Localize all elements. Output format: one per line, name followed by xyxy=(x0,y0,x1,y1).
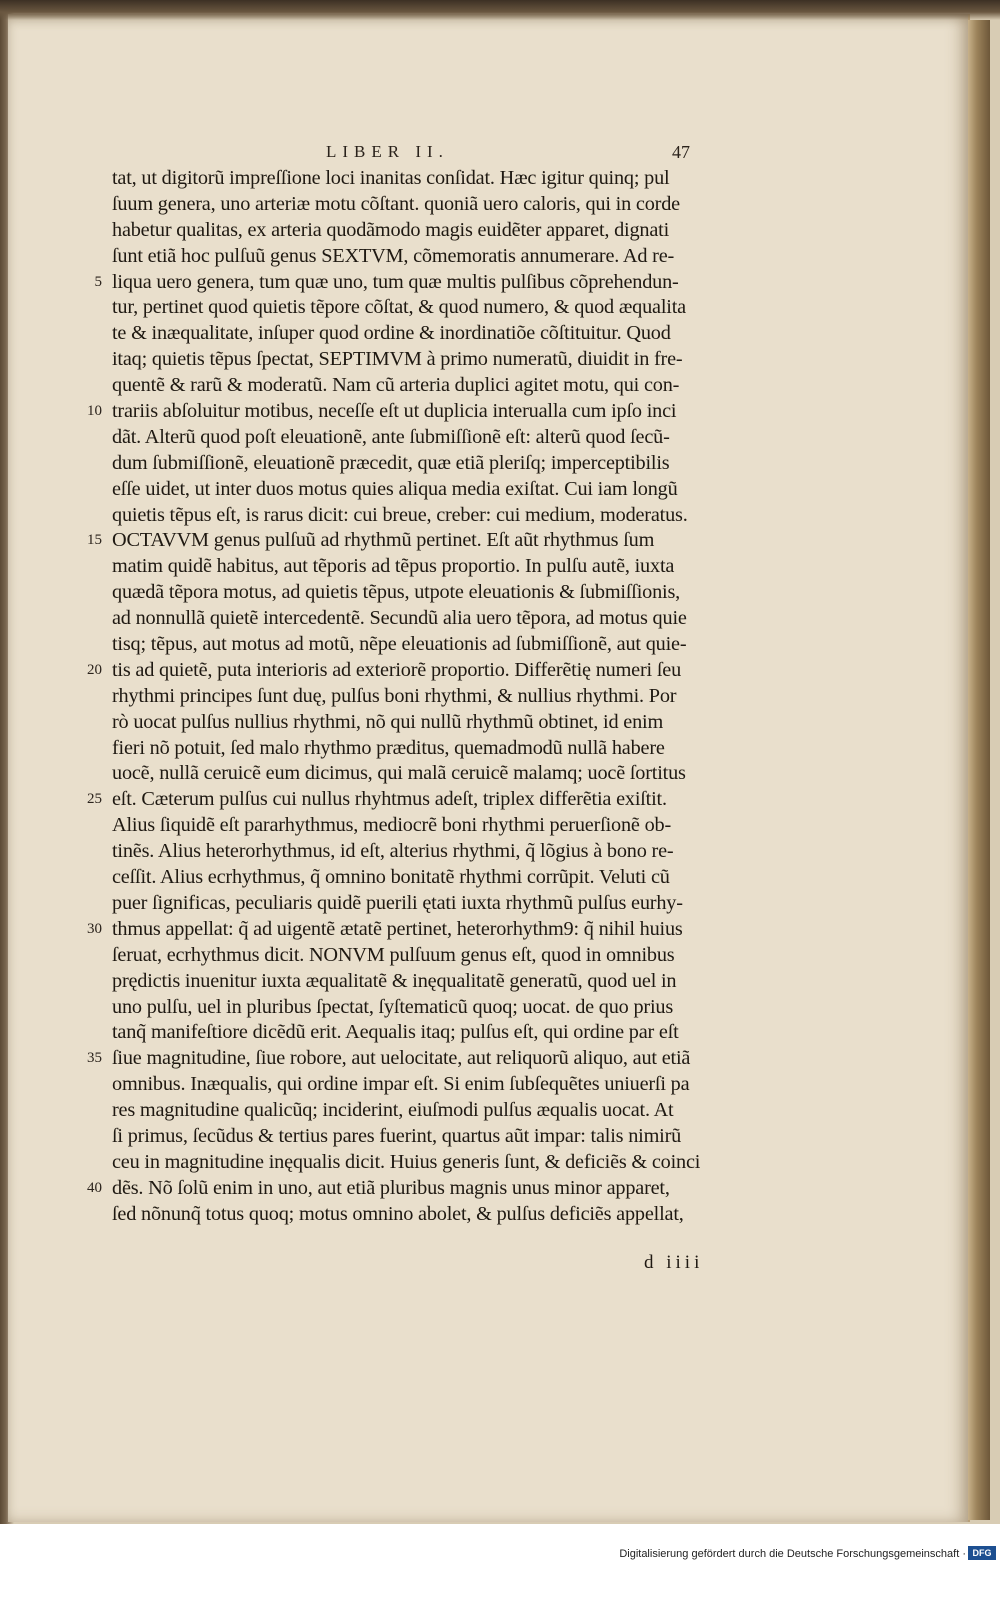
line-text: tanq̃ manifeſtiore dicẽdũ erit. Aequalis itaq; pulſus eſt, qui ordine par eſt xyxy=(112,1021,679,1044)
text-line xyxy=(8,917,968,943)
line-text: eſt. Cæterum pulſus cui nullus rhyhtmus adeſt, triplex differẽtia exiſtit. xyxy=(112,788,667,811)
line-text: tis ad quietẽ, puta interioris ad exteriorẽ proportio. Differẽtię numeri ſeu xyxy=(112,658,682,681)
signature-mark: d iiii xyxy=(644,1252,704,1273)
text-line xyxy=(8,477,968,503)
line-text: eſſe uidet, ut inter duos motus quies aliqua media exiſtat. Cui iam longũ xyxy=(112,477,678,500)
line-number: 15 xyxy=(87,532,102,549)
page-header xyxy=(8,138,968,168)
line-text: res magnitudine qualicũq; inciderint, eiuſmodi pulſus æqualis uocat. At xyxy=(112,1099,674,1122)
text-line xyxy=(8,503,968,529)
line-text: rò uocat pulſus nullius rhythmi, nõ qui nullũ rhythmũ obtinet, id enim xyxy=(112,710,664,733)
text-line xyxy=(8,1098,968,1124)
line-text: tisq; tẽpus, aut motus ad motũ, nẽpe eleuationis ad ſubmiſſionẽ, aut quie- xyxy=(112,633,687,656)
line-text: quædã tẽpora motus, ad quietis tẽpus, utpote eleuationis & ſubmiſſionis, xyxy=(112,581,681,604)
text-line xyxy=(8,1072,968,1098)
line-text: ſiue magnitudine, ſiue robore, aut uelocitate, aut reliquorũ aliquo, aut etiã xyxy=(112,1047,691,1070)
footer-credit: Digitalisierung gefördert durch die Deutsche Forschungsgemeinschaft · xyxy=(619,1548,966,1560)
folio-number: 47 xyxy=(672,142,690,162)
text-line xyxy=(8,295,968,321)
text-line xyxy=(8,1046,968,1072)
text-line xyxy=(8,1202,968,1228)
line-text: ſunt etiã hoc pulſuũ genus SEXTVM, cõmemoratis annumerare. Ad re- xyxy=(112,244,675,267)
text-line xyxy=(8,218,968,244)
text-line xyxy=(8,943,968,969)
line-text: rhythmi principes ſunt duę, pulſus boni rhythmi, & nullius rhythmi. Por xyxy=(112,684,677,707)
text-line xyxy=(8,1176,968,1202)
line-text: ſi primus, ſecũdus & tertius pares fuerint, quartus aũt impar: talis nimirũ xyxy=(112,1124,682,1147)
line-text: liqua uero genera, tum quæ uno, tum quæ multis pulſibus cõprehendun- xyxy=(112,270,679,293)
text-line xyxy=(8,606,968,632)
text-line xyxy=(8,891,968,917)
text-line xyxy=(8,580,968,606)
text-line xyxy=(8,399,968,425)
text-line xyxy=(8,1124,968,1150)
line-text: ad nonnullã quietẽ intercedentẽ. Secundũ alia uero tẽpora, ad motus quie xyxy=(112,607,687,630)
text-line xyxy=(8,995,968,1021)
line-text: dum ſubmiſſionẽ, eleuationẽ præcedit, quæ etiã pleriſq; imperceptibilis xyxy=(112,451,670,474)
line-number: 20 xyxy=(87,661,102,678)
line-text: ceu in magnitudine inęqualis dicit. Huius generis ſunt, & deficiẽs & coinci xyxy=(112,1150,701,1173)
line-text: ſeruat, ecrhythmus dicit. NONVM pulſuum genus eſt, quod in omnibus xyxy=(112,943,675,966)
text-line xyxy=(8,787,968,813)
line-text: fieri nõ potuit, ſed malo rhythmo præditus, quemadmodũ nullã habere xyxy=(112,736,665,759)
text-line xyxy=(8,321,968,347)
text-line xyxy=(8,865,968,891)
text-line xyxy=(8,1150,968,1176)
text-line xyxy=(8,425,968,451)
line-text: habetur qualitas, ex arteria quodãmodo magis euidẽter apparet, dignati xyxy=(112,218,670,241)
top-shadow xyxy=(0,0,1000,20)
line-text: thmus appellat: q̃ ad uigentẽ ætatẽ pertinet, heterorhythm9: q̃ nihil huius xyxy=(112,917,683,940)
book-page xyxy=(8,14,970,1522)
line-number: 10 xyxy=(87,403,102,420)
line-text: ſed nõnunq̃ totus quoq; motus omnino abolet, & pulſus deficiẽs appellat, xyxy=(112,1202,684,1225)
text-line xyxy=(8,373,968,399)
text-line xyxy=(8,451,968,477)
line-text: tur, pertinet quod quietis tẽpore cõſtat, & quod numero, & quod æqualita xyxy=(112,296,686,319)
line-text: OCTAVVM genus pulſuũ ad rhythmũ pertinet. Eſt aũt rhythmus ſum xyxy=(112,529,655,552)
line-text: itaq; quietis tẽpus ſpectat, SEPTIMVM à primo numeratũ, diuidit in fre- xyxy=(112,348,683,371)
text-line xyxy=(8,554,968,580)
line-text: uno pulſu, uel in pluribus ſpectat, ſyſtematicũ quoq; uocat. de quo prius xyxy=(112,995,674,1018)
line-text: prędictis inuenitur iuxta æqualitatẽ & inęqualitatẽ generatũ, quod uel in xyxy=(112,969,677,992)
line-text: tinẽs. Alius heterorhythmus, id eſt, alterius rhythmi, q̃ lõgius à bono re- xyxy=(112,840,674,863)
text-line xyxy=(8,244,968,270)
line-text: ceſſit. Alius ecrhythmus, q̃ omnino bonitatẽ rhythmi corrũpit. Veluti cũ xyxy=(112,866,670,889)
line-text: trariis abſoluitur motibus, neceſſe eſt ut duplicia interualla cum ipſo inci xyxy=(112,400,677,423)
text-line xyxy=(8,684,968,710)
line-text: matim quidẽ habitus, aut tẽporis ad tẽpus proportio. In pulſu autẽ, iuxta xyxy=(112,555,675,578)
footer xyxy=(0,1524,1000,1604)
line-number: 35 xyxy=(87,1050,102,1067)
line-text: omnibus. Inæqualis, qui ordine impar eſt. Si enim ſubſequẽtes uniuerſi pa xyxy=(112,1073,690,1096)
line-text: tat, ut digitorũ impreſſione loci inanitas conſidat. Hæc igitur quinq; pul xyxy=(112,167,670,189)
line-text: dẽs. Nõ ſolũ enim in uno, aut etiã pluribus magnis unus minor apparet, xyxy=(112,1176,670,1199)
page-edge xyxy=(968,20,990,1520)
line-number: 40 xyxy=(87,1179,102,1196)
line-text: uocẽ, nullã ceruicẽ eum dicimus, qui malã ceruicẽ malamq; uocẽ ſortitus xyxy=(112,762,686,785)
text-line xyxy=(8,813,968,839)
text-line xyxy=(8,658,968,684)
line-text: puer ſignificas, peculiaris quidẽ puerili ętati iuxta rhythmũ pulſus eurhy- xyxy=(112,891,683,914)
line-number: 30 xyxy=(87,920,102,937)
line-text: Alius ſiquidẽ eſt pararhythmus, mediocrẽ boni rhythmi peruerſionẽ ob- xyxy=(112,814,672,837)
line-text: quentẽ & rarũ & moderatũ. Nam cũ arteria duplici agitet motu, qui con- xyxy=(112,374,680,397)
text-line xyxy=(8,632,968,658)
text-block xyxy=(8,166,968,1228)
text-line xyxy=(8,270,968,296)
line-text: ſuum genera, uno arteriæ motu cõſtant. quoniã uero caloris, qui in corde xyxy=(112,192,680,215)
line-text: te & inæqualitate, inſuper quod ordine & inordinatiõe cõſtituitur. Quod xyxy=(112,322,671,345)
text-line xyxy=(8,736,968,762)
line-number: 5 xyxy=(94,273,102,290)
line-number: 25 xyxy=(87,791,102,808)
running-title: LIBER II. xyxy=(326,142,449,161)
dfg-logo: DFG xyxy=(968,1546,996,1560)
text-line xyxy=(8,347,968,373)
text-line xyxy=(8,761,968,787)
text-line xyxy=(8,192,968,218)
line-text: quietis tẽpus eſt, is rarus dicit: cui breue, creber: cui medium, moderatus. xyxy=(112,503,688,526)
line-text: dãt. Alterũ quod poſt eleuationẽ, ante ſubmiſſionẽ eſt: alterũ quod ſecũ- xyxy=(112,425,670,448)
text-line xyxy=(8,710,968,736)
text-line xyxy=(8,1020,968,1046)
text-line xyxy=(8,528,968,554)
text-line xyxy=(8,969,968,995)
text-line xyxy=(8,166,968,192)
text-line xyxy=(8,839,968,865)
